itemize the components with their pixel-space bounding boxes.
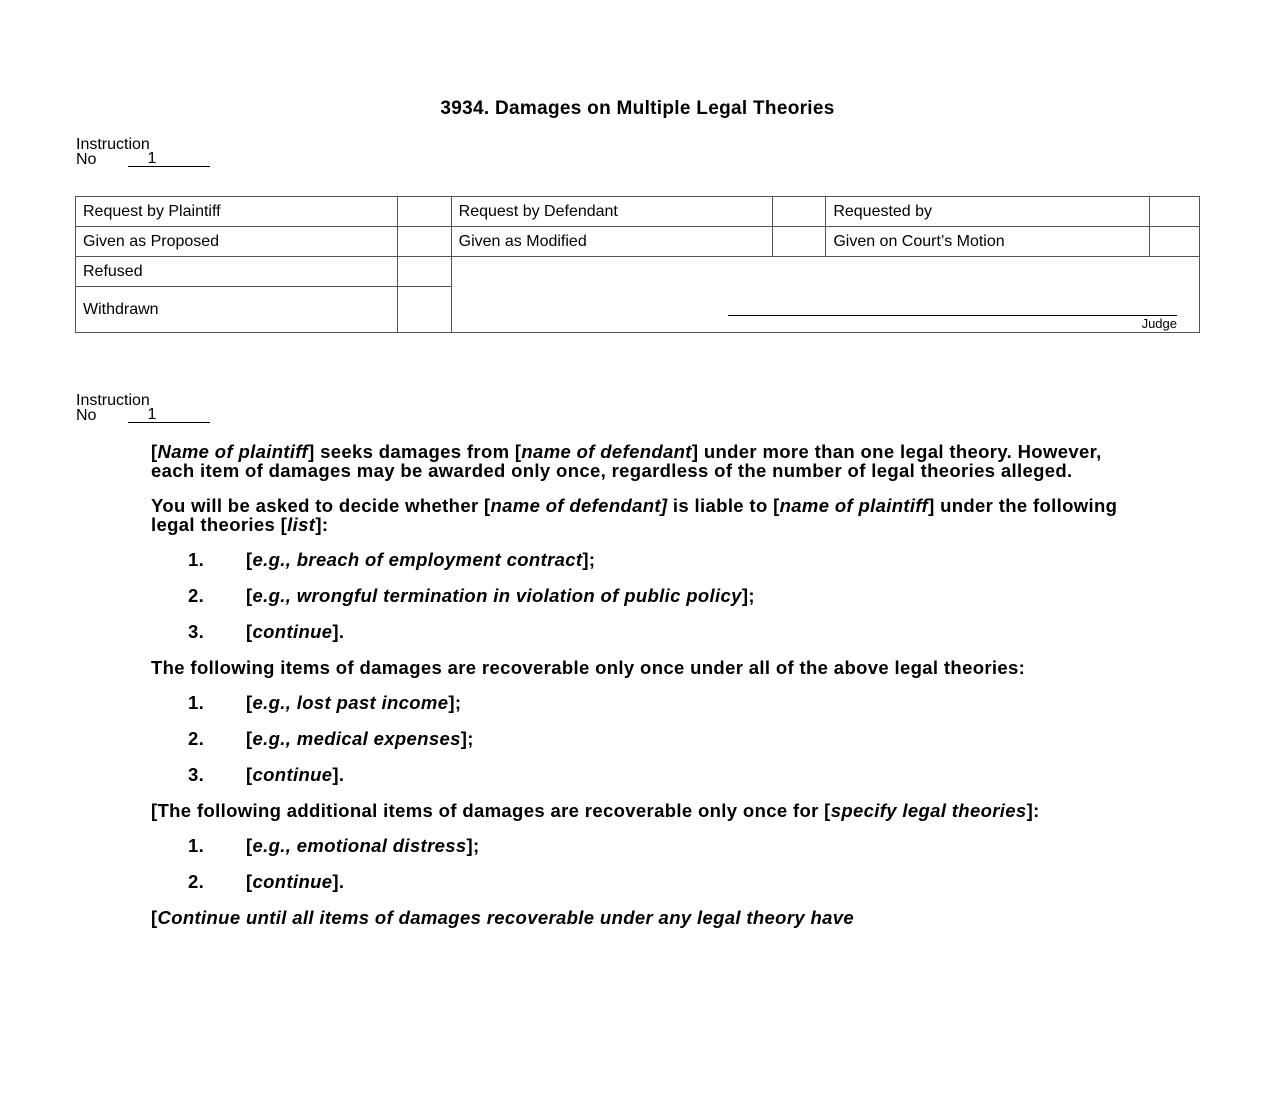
no-label: No: [76, 151, 97, 168]
request-table: [75, 196, 1200, 333]
judge-signature-line[interactable]: [728, 315, 1177, 316]
list-item: 3. [continue].: [188, 764, 345, 785]
instruction-label: Instruction: [76, 136, 150, 153]
paragraph-additional: [The following additional items of damages are recoverable only once for [specify legal theories]:: [151, 800, 1040, 821]
paragraph-theories: You will be asked to decide whether [name of defendant] is liable to [name of plaintiff] under the following legal theories [list]:: [151, 495, 1118, 535]
request-defendant-box[interactable]: [773, 197, 826, 227]
instruction-number: 1: [128, 408, 210, 423]
list-item: 1. [e.g., lost past income];: [188, 692, 462, 713]
instruction-number: 1: [128, 152, 210, 167]
instruction-number-top: [76, 137, 210, 167]
given-court-box[interactable]: [1150, 227, 1200, 257]
request-plaintiff-label: Request by Plaintiff: [76, 197, 398, 227]
withdrawn-box[interactable]: [397, 287, 451, 333]
request-defendant-label: Request by Defendant: [451, 197, 773, 227]
page-title: 3934. Damages on Multiple Legal Theories: [440, 98, 835, 119]
list-item: 3. [continue].: [188, 621, 345, 642]
list-item: 2. [e.g., medical expenses];: [188, 728, 474, 749]
list-item: 1. [e.g., breach of employment contract];: [188, 549, 596, 570]
list-item: 2. [continue].: [188, 871, 345, 892]
paragraph-continue: [Continue until all items of damages recoverable under any legal theory have: [151, 907, 855, 928]
paragraph-recoverable-once: The following items of damages are recoverable only once under all of the above legal theories:: [151, 657, 1026, 678]
list-item: 1. [e.g., emotional distress];: [188, 835, 480, 856]
requested-by-label: Requested by: [826, 197, 1150, 227]
given-modified-box[interactable]: [773, 227, 826, 257]
given-court-label: Given on Court’s Motion: [826, 227, 1150, 257]
instruction-number-bottom: [76, 393, 210, 423]
refused-box[interactable]: [397, 257, 451, 287]
list-item: 2. [e.g., wrongful termination in violation of public policy];: [188, 585, 755, 606]
given-proposed-box[interactable]: [397, 227, 451, 257]
judge-signature-cell: [451, 257, 1199, 333]
withdrawn-label: Withdrawn: [76, 287, 398, 333]
given-modified-label: Given as Modified: [451, 227, 773, 257]
refused-label: Refused: [76, 257, 398, 287]
instruction-label: Instruction: [76, 392, 150, 409]
instruction-body: [151, 442, 1141, 943]
request-plaintiff-box[interactable]: [397, 197, 451, 227]
requested-by-box[interactable]: [1150, 197, 1200, 227]
no-label: No: [76, 407, 97, 424]
judge-label: Judge: [1141, 316, 1177, 331]
given-proposed-label: Given as Proposed: [76, 227, 398, 257]
paragraph-intro: [Name of plaintiff] seeks damages from [name of defendant] under more than one legal theory. However, each item of damages may be awarded only once, regardless of the number of legal theories alleged.: [151, 441, 1102, 481]
